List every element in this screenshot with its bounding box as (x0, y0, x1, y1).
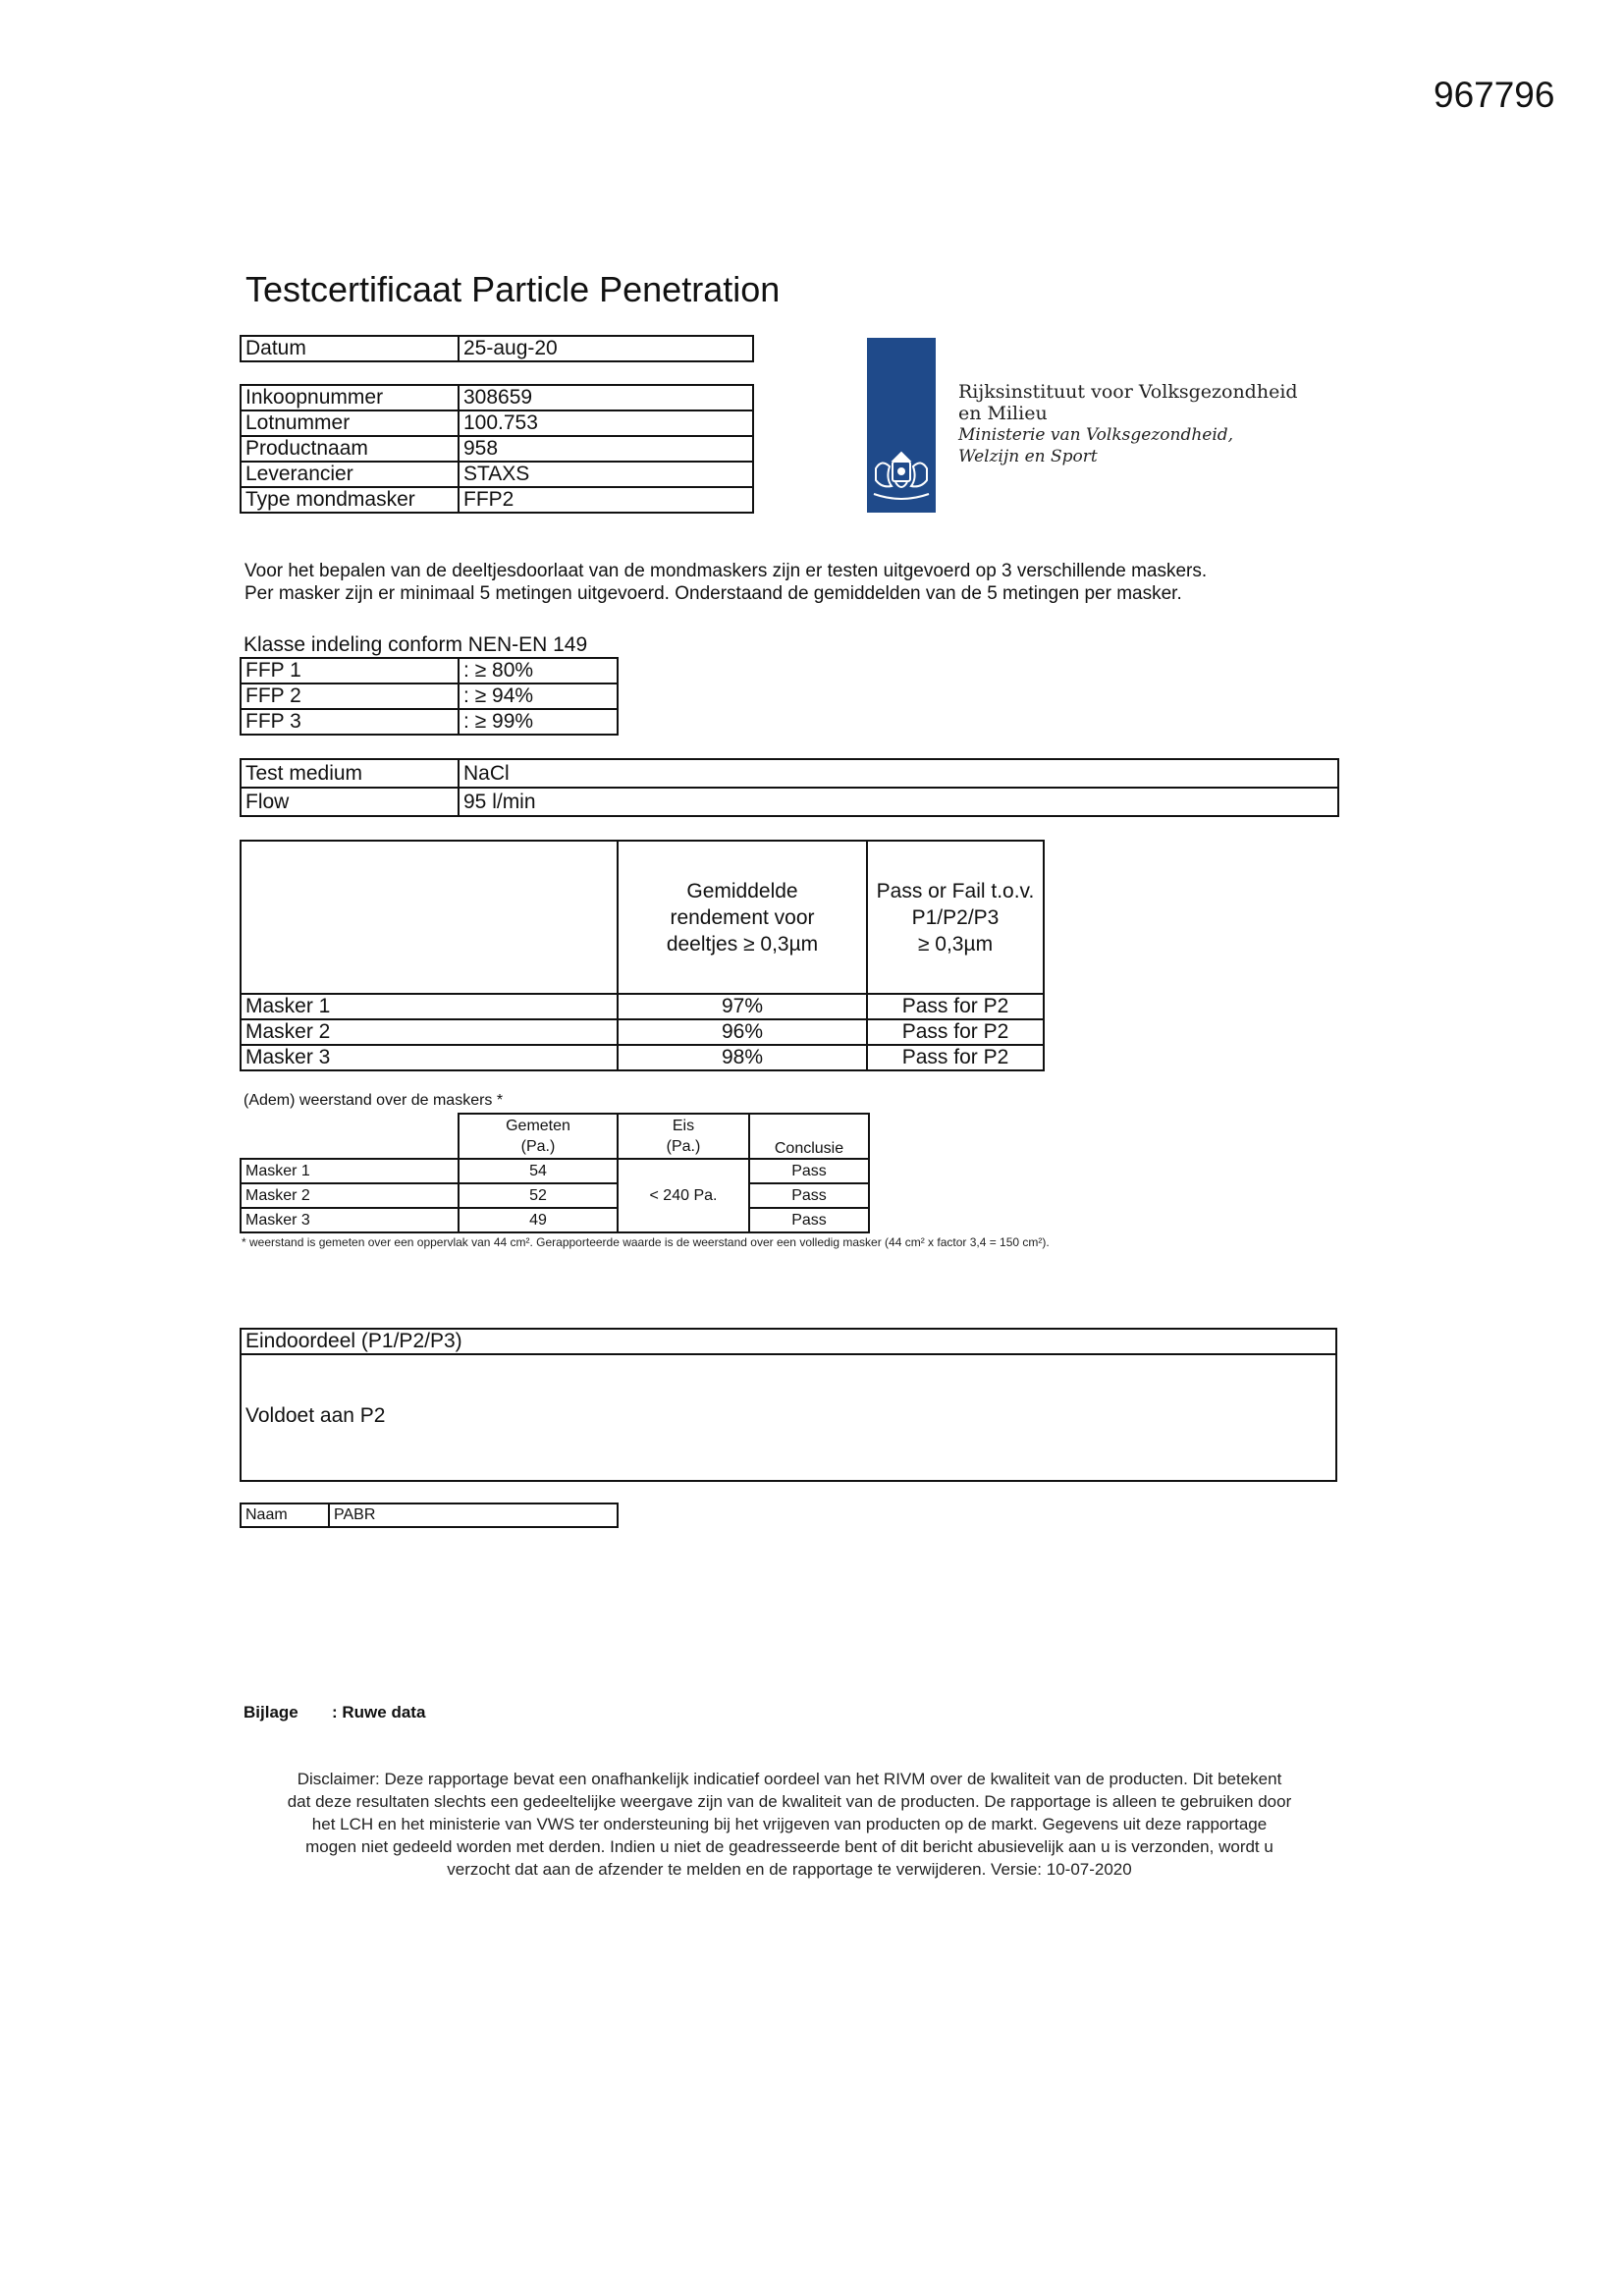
eindoordeel-label: Eindoordeel (P1/P2/P3) (242, 1330, 1335, 1355)
bijlage (244, 1703, 425, 1722)
weerstand-footnote: * weerstand is gemeten over een oppervlak van 44 cm². Gerapporteerde waarde is de weerstand over een volledig masker (44 cm² x factor 3,4 = 150 cm²). (242, 1235, 1050, 1249)
header-line: Eis (672, 1118, 695, 1134)
ministry-line2: Welzijn en Sport (958, 447, 1098, 466)
disclaimer-line: het LCH en het ministerie van VWS ter ondersteuning bij het vrijgeven van producten op de markt. Gegevens uit deze rapportage (311, 1815, 1268, 1833)
masker-label: Masker 2 (241, 1183, 459, 1208)
header-line: ≥ 0,3µm (917, 932, 994, 956)
coat-of-arms-icon (864, 447, 939, 506)
masker-label: Masker 2 (241, 1019, 618, 1045)
penetration-table (240, 840, 1045, 1071)
datum-value: 25-aug-20 (459, 336, 753, 361)
test-condition-value: NaCl (459, 759, 1338, 788)
test-condition-value: 95 l/min (459, 788, 1338, 816)
conclusie-value: Pass (749, 1208, 869, 1232)
ministry-line1: Ministerie van Volksgezondheid, (958, 425, 1234, 445)
weerstand-header-empty (241, 1114, 459, 1159)
eis-value: < 240 Pa. (618, 1159, 749, 1232)
klasse-label: FFP 1 (241, 658, 459, 683)
header-line: Gemeten (506, 1118, 570, 1134)
masker-label: Masker 3 (241, 1045, 618, 1070)
klasse-table (240, 657, 619, 736)
header-line: Pass or Fail t.o.v. (876, 879, 1035, 902)
weerstand-table (240, 1113, 870, 1233)
masker-label: Masker 3 (241, 1208, 459, 1232)
weerstand-header-eis (618, 1114, 749, 1159)
disclaimer-line: mogen niet gedeeld worden met derden. Indien u niet de geadresseerde bent of dit bericht abusievelijk aan u is verzonden, wordt u (305, 1837, 1273, 1856)
disclaimer (242, 1768, 1337, 1881)
result-value: Pass for P2 (867, 1019, 1044, 1045)
rendement-value: 97% (618, 994, 867, 1019)
conclusie-value: Pass (749, 1183, 869, 1208)
product-info-label: Inkoopnummer (241, 385, 459, 410)
datum-label: Datum (241, 336, 459, 361)
masker-label: Masker 1 (241, 994, 618, 1019)
klasse-label: FFP 3 (241, 709, 459, 735)
naam-value: PABR (329, 1503, 618, 1527)
weerstand-header-gemeten (459, 1114, 618, 1159)
rivm-name-line1: Rijksinstituut voor Volksgezondheid (958, 381, 1298, 403)
bijlage-value: : Ruwe data (332, 1703, 426, 1722)
result-value: Pass for P2 (867, 994, 1044, 1019)
disclaimer-line: verzocht dat aan de afzender te melden en de rapportage te verwijderen. Versie: 10-07-2020 (447, 1860, 1132, 1879)
rivm-name-line2: en Milieu (958, 403, 1048, 424)
test-conditions-table (240, 758, 1339, 817)
naam-label: Naam (241, 1503, 329, 1527)
eindoordeel-box (240, 1328, 1337, 1482)
datum-table (240, 335, 754, 362)
gemeten-value: 49 (459, 1208, 618, 1232)
header-line: deeltjes ≥ 0,3µm (666, 932, 819, 956)
product-info-label: Productnaam (241, 436, 459, 462)
gemeten-value: 54 (459, 1159, 618, 1183)
intro-line: Per masker zijn er minimaal 5 metingen uitgevoerd. Onderstaand de gemiddelden van de 5 metingen per masker. (244, 583, 1182, 604)
rivm-logo-text (958, 381, 1298, 467)
header-line: (Pa.) (520, 1138, 556, 1155)
penetration-header-empty (241, 841, 618, 994)
penetration-header-rendement (618, 841, 867, 994)
test-condition-label: Flow (241, 788, 459, 816)
klasse-value: : ≥ 80% (459, 658, 618, 683)
disclaimer-line: Disclaimer: Deze rapportage bevat een onafhankelijk indicatief oordeel van het RIVM over de kwaliteit van de producten. Dit betekent (297, 1770, 1282, 1788)
klasse-title: Klasse indeling conform NEN-EN 149 (244, 633, 588, 656)
intro-line: Voor het bepalen van de deeltjesdoorlaat van de mondmaskers zijn er testen uitgevoerd op 3 verschillende maskers. (244, 561, 1208, 581)
disclaimer-line: dat deze resultaten slechts een gedeeltelijke weergave zijn van de kwaliteit van de producten. De rapportage is alleen te gebruiken door (287, 1792, 1292, 1811)
rendement-value: 96% (618, 1019, 867, 1045)
test-condition-label: Test medium (241, 759, 459, 788)
naam-table (240, 1503, 619, 1528)
product-info-label: Leverancier (241, 462, 459, 487)
weerstand-title: (Adem) weerstand over de maskers * (244, 1092, 504, 1109)
header-line: P1/P2/P3 (911, 905, 1000, 929)
document-number: 967796 (1434, 75, 1555, 115)
penetration-header-result (867, 841, 1044, 994)
header-line: rendement voor (670, 905, 815, 929)
header-line: (Pa.) (666, 1138, 701, 1155)
weerstand-header-conclusie: Conclusie (749, 1114, 869, 1159)
product-info-value: 958 (459, 436, 753, 462)
product-info-value: STAXS (459, 462, 753, 487)
klasse-label: FFP 2 (241, 683, 459, 709)
bijlage-label: Bijlage (244, 1703, 298, 1722)
product-info-value: 308659 (459, 385, 753, 410)
masker-label: Masker 1 (241, 1159, 459, 1183)
intro-text (244, 560, 1207, 605)
product-info-table (240, 384, 754, 514)
product-info-value: 100.753 (459, 410, 753, 436)
product-info-label: Type mondmasker (241, 487, 459, 513)
header-line: Gemiddelde (686, 879, 798, 902)
eindoordeel-value: Voldoet aan P2 (245, 1404, 386, 1427)
klasse-value: : ≥ 94% (459, 683, 618, 709)
gemeten-value: 52 (459, 1183, 618, 1208)
product-info-value: FFP2 (459, 487, 753, 513)
rendement-value: 98% (618, 1045, 867, 1070)
result-value: Pass for P2 (867, 1045, 1044, 1070)
page-title: Testcertificaat Particle Penetration (245, 269, 781, 309)
product-info-label: Lotnummer (241, 410, 459, 436)
conclusie-value: Pass (749, 1159, 869, 1183)
klasse-value: : ≥ 99% (459, 709, 618, 735)
